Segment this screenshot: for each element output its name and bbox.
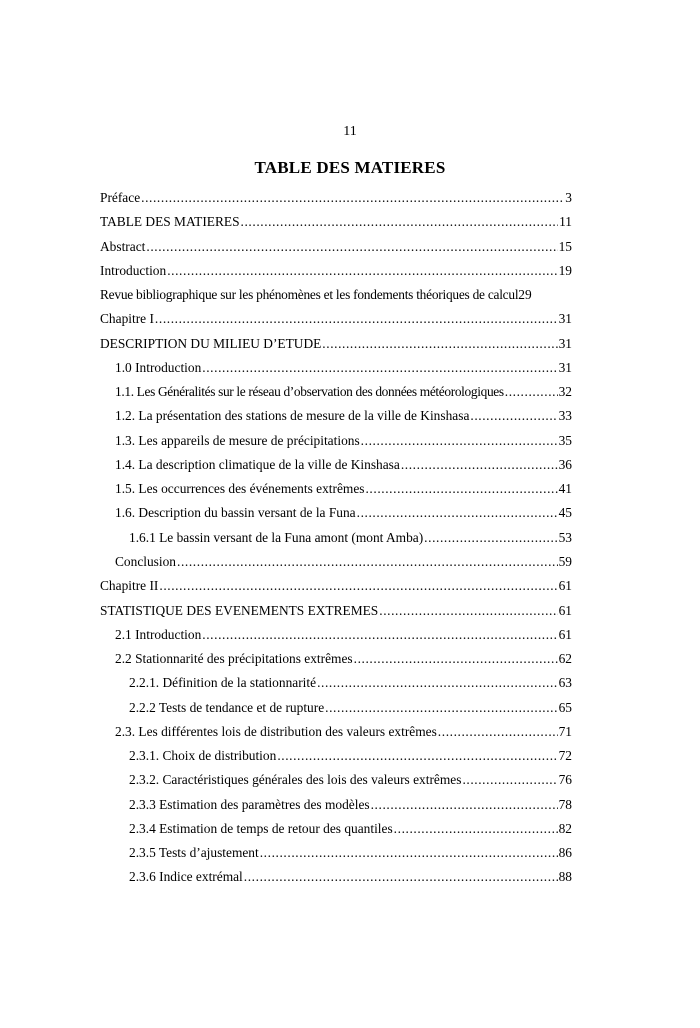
toc-entry-label: 2.3.5 Tests d’ajustement: [129, 845, 259, 861]
toc-entry-label: 2.3.6 Indice extrémal: [129, 869, 243, 885]
toc-entry-label: 2.3.1. Choix de distribution: [129, 748, 277, 764]
toc-entry[interactable]: [100, 696, 572, 720]
toc-entry-page: 71: [558, 723, 572, 739]
dot-leader: [260, 841, 558, 865]
toc-entry-label: DESCRIPTION DU MILIEU D’ETUDE: [100, 335, 322, 351]
toc-entry[interactable]: [100, 671, 572, 695]
toc-entry-label: 2.2.2 Tests de tendance et de rupture: [129, 699, 325, 715]
toc-entry[interactable]: [100, 647, 572, 671]
toc-entry-page: 31: [558, 311, 572, 327]
toc-entry[interactable]: [100, 865, 572, 889]
toc-entry-label: 1.4. La description climatique de la ville de Kinshasa: [115, 456, 400, 472]
toc-entry-page: 76: [558, 772, 572, 788]
toc-entry[interactable]: [100, 307, 572, 331]
toc-entry[interactable]: [100, 356, 572, 380]
toc-entry-label: 2.1 Introduction: [115, 626, 202, 642]
toc-entry-page: 41: [558, 481, 572, 497]
toc-entry[interactable]: [100, 550, 572, 574]
toc-entry-label: Chapitre I: [100, 311, 154, 327]
dot-leader: [202, 356, 557, 380]
toc-entry-label: 2.3. Les différentes lois de distribution des valeurs extrêmes: [115, 723, 437, 739]
toc-entry-label: 1.5. Les occurrences des événements extrêmes: [115, 481, 365, 497]
toc-entry-page: 45: [558, 505, 572, 521]
toc-entry-page: 61: [558, 602, 572, 618]
toc-entry-page: 11: [559, 214, 572, 230]
toc-entry[interactable]: [100, 793, 572, 817]
dot-leader: [155, 307, 558, 331]
toc-entry[interactable]: [100, 574, 572, 598]
toc-entry-page: 72: [558, 748, 572, 764]
dot-leader: [505, 380, 558, 404]
table-of-contents: [100, 186, 572, 890]
toc-entry[interactable]: [100, 332, 572, 356]
toc-entry-label: Préface: [100, 190, 141, 205]
toc-entry-page: 53: [558, 529, 572, 545]
toc-entry-page: 86: [558, 845, 572, 861]
toc-entry-label: Conclusion: [115, 553, 177, 569]
toc-entry-label: 1.2. La présentation des stations de mesure de la ville de Kinshasa: [115, 408, 470, 424]
toc-entry[interactable]: [100, 453, 572, 477]
dot-leader: [462, 768, 557, 792]
dot-leader: [277, 744, 557, 768]
toc-entry-label: 1.3. Les appareils de mesure de précipitations: [115, 432, 360, 448]
toc-entry-page: 3: [565, 190, 572, 205]
dot-leader: [438, 720, 558, 744]
toc-entry[interactable]: [100, 210, 572, 234]
toc-entry-label: Abstract: [100, 238, 146, 254]
toc-entry-page: 59: [558, 553, 572, 569]
toc-entry-page: 31: [558, 335, 572, 351]
toc-entry[interactable]: [100, 817, 572, 841]
toc-entry-label: 2.2 Stationnarité des précipitations extrêmes: [115, 651, 353, 667]
dot-leader: [177, 550, 558, 574]
toc-entry-label: Revue bibliographique sur les phénomènes et les fondements théoriques de calcul: [100, 287, 519, 303]
toc-entry-label: Chapitre II: [100, 578, 159, 594]
toc-entry-page: 29: [518, 287, 532, 303]
toc-entry-page: 15: [558, 238, 572, 254]
toc-entry[interactable]: [100, 744, 572, 768]
toc-entry-page: 78: [558, 796, 572, 812]
toc-entry-label: STATISTIQUE DES EVENEMENTS EXTREMES: [100, 602, 379, 618]
toc-entry-label: 1.6.1 Le bassin versant de la Funa amont (mont Amba): [129, 529, 424, 545]
toc-entry-label: 2.3.3 Estimation des paramètres des modèles: [129, 796, 370, 812]
toc-entry-page: 61: [558, 626, 572, 642]
dot-leader: [202, 623, 557, 647]
toc-entry-label: TABLE DES MATIERES: [100, 214, 240, 230]
toc-entry-page: 88: [558, 869, 572, 885]
toc-entry[interactable]: [100, 429, 572, 453]
dot-leader: [317, 671, 558, 695]
toc-entry-label: 2.3.2. Caractéristiques générales des lois des valeurs extrêmes: [129, 772, 462, 788]
page-number: 11: [343, 124, 357, 139]
toc-entry[interactable]: [100, 283, 572, 307]
toc-entry-page: 32: [558, 384, 572, 400]
dot-leader: [357, 501, 558, 525]
dot-leader: [159, 574, 557, 598]
toc-entry-page: 61: [558, 578, 572, 594]
toc-entry-page: 33: [558, 408, 572, 424]
toc-entry[interactable]: [100, 235, 572, 259]
toc-entry[interactable]: [100, 841, 572, 865]
toc-entry[interactable]: [100, 477, 572, 501]
toc-title: TABLE DES MATIERES: [254, 158, 446, 177]
dot-leader: [379, 599, 557, 623]
dot-leader: [470, 404, 557, 428]
toc-entry-page: 19: [558, 262, 572, 278]
dot-leader: [361, 429, 558, 453]
toc-entry-page: 35: [558, 432, 572, 448]
toc-entry[interactable]: [100, 501, 572, 525]
toc-entry-page: 65: [558, 699, 572, 715]
toc-entry[interactable]: [100, 599, 572, 623]
toc-entry[interactable]: [100, 526, 572, 550]
dot-leader: [394, 817, 558, 841]
toc-entry[interactable]: [100, 186, 572, 210]
toc-entry-page: 82: [558, 820, 572, 836]
toc-entry-page: 36: [558, 456, 572, 472]
toc-entry[interactable]: [100, 623, 572, 647]
toc-entry-page: 31: [558, 359, 572, 375]
toc-entry[interactable]: [100, 768, 572, 792]
toc-entry-page: 62: [558, 651, 572, 667]
toc-entry-label: Introduction: [100, 262, 167, 278]
dot-leader: [167, 259, 557, 283]
toc-entry-label: 2.3.4 Estimation de temps de retour des quantiles: [129, 820, 393, 836]
toc-entry-page: 63: [558, 675, 572, 691]
dot-leader: [354, 647, 558, 671]
toc-entry[interactable]: [100, 404, 572, 428]
dot-leader: [244, 865, 558, 889]
dot-leader: [146, 235, 557, 259]
dot-leader: [325, 696, 557, 720]
toc-entry-label: 1.0 Introduction: [115, 359, 202, 375]
toc-entry-label: 1.1. Les Généralités sur le réseau d’observation des données météorologiques: [115, 384, 504, 400]
toc-entry[interactable]: [100, 720, 572, 744]
dot-leader: [401, 453, 558, 477]
dot-leader: [241, 210, 559, 234]
dot-leader: [322, 332, 557, 356]
dot-leader: [371, 793, 558, 817]
toc-entry-label: 1.6. Description du bassin versant de la Funa: [115, 505, 356, 521]
dot-leader: [365, 477, 557, 501]
dot-leader: [141, 186, 564, 210]
toc-entry-label: 2.2.1. Définition de la stationnarité: [129, 675, 317, 691]
toc-entry[interactable]: [100, 259, 572, 283]
dot-leader: [424, 526, 557, 550]
toc-entry[interactable]: [100, 380, 572, 404]
